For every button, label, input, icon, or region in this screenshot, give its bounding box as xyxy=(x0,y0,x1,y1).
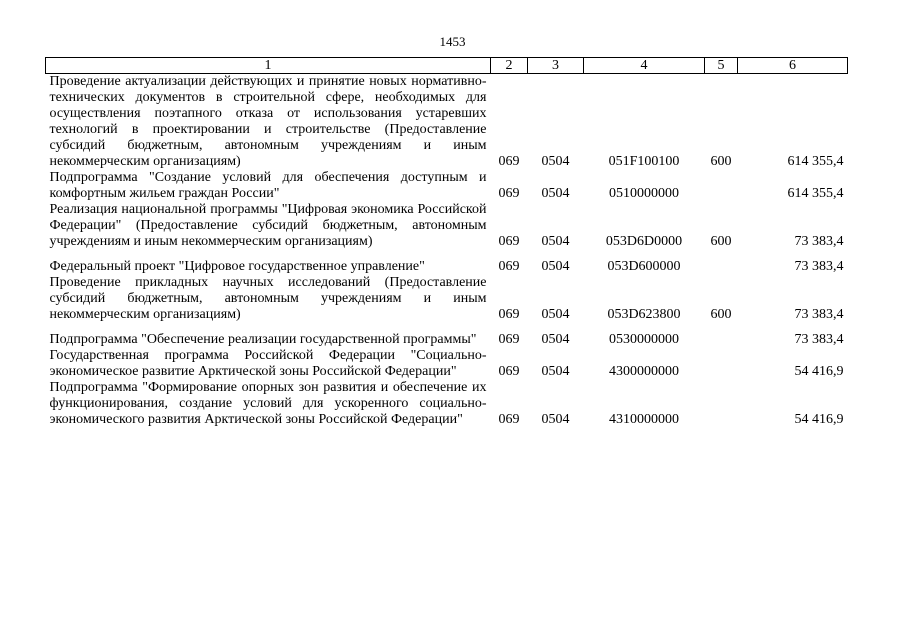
column-header-3: 3 xyxy=(528,58,584,74)
table-row xyxy=(46,74,848,171)
amount-value: 54 416,9 xyxy=(794,412,844,427)
header-row xyxy=(46,58,848,74)
table-row xyxy=(46,275,848,323)
amount-value: 73 383,4 xyxy=(794,234,844,249)
row-name: Подпрограмма "Обеспечение реализации государственной программы" xyxy=(49,332,477,347)
target-code: 053D6D0000 xyxy=(605,234,683,249)
ministry-code: 069 xyxy=(498,259,520,274)
row-name: Подпрограмма "Создание условий для обеспечения доступным и комфортным жильем граждан России" xyxy=(49,170,487,201)
section-code: 0504 xyxy=(541,186,570,201)
row-name: Проведение актуализации действующих и принятие новых нормативно-технических документов в строительной сфере, необходимых для осуществления поэтапного отказа от использования устаревших технологий в проектировании и строительстве (Предоставление субсидий бюджетным, автономным учреждениям и иным некоммерческим организациям) xyxy=(49,74,487,169)
expense-type-code xyxy=(705,323,738,348)
amount-value: 73 383,4 xyxy=(794,307,844,322)
ministry-code: 069 xyxy=(498,154,520,169)
section-code: 0504 xyxy=(541,412,570,427)
expense-type-code xyxy=(705,250,738,275)
section-code: 0504 xyxy=(541,332,570,347)
column-header-4: 4 xyxy=(584,58,705,74)
column-header-1: 1 xyxy=(46,58,491,74)
section-code: 0504 xyxy=(541,154,570,169)
target-code: 0530000000 xyxy=(609,332,679,347)
expense-type-code: 600 xyxy=(710,154,732,169)
budget-table xyxy=(45,57,848,428)
table-row xyxy=(46,323,848,348)
section-code: 0504 xyxy=(541,234,570,249)
column-header-2: 2 xyxy=(491,58,528,74)
row-name: Государственная программа Российской Федерации "Социально-экономическое развитие Арктической зоны Российской Федерации" xyxy=(49,348,487,379)
amount-value: 614 355,4 xyxy=(787,154,844,169)
row-name: Реализация национальной программы "Цифровая экономика Российской Федерации" (Предоставление субсидий бюджетным, автономным учреждениям и иным некоммерческим организациям) xyxy=(49,202,487,249)
amount-value: 73 383,4 xyxy=(794,259,844,274)
section-code: 0504 xyxy=(541,364,570,379)
ministry-code: 069 xyxy=(498,186,520,201)
row-name: Проведение прикладных научных исследований (Предоставление субсидий бюджетным, автономным учреждениям и иным некоммерческим организациям) xyxy=(49,275,487,322)
expense-type-code: 600 xyxy=(710,234,732,249)
amount-value: 614 355,4 xyxy=(787,186,844,201)
target-code: 053D623800 xyxy=(607,307,681,322)
target-code: 4310000000 xyxy=(609,412,679,427)
ministry-code: 069 xyxy=(498,307,520,322)
expense-type-code xyxy=(705,348,738,380)
table-row xyxy=(46,202,848,250)
amount-value: 54 416,9 xyxy=(794,364,844,379)
ministry-code: 069 xyxy=(498,234,520,249)
expense-type-code: 600 xyxy=(710,307,732,322)
table-row xyxy=(46,170,848,202)
row-name: Подпрограмма "Формирование опорных зон развития и обеспечение их функционирования, создание условий для ускоренного социально-экономического развития Арктической зоны Российской Федерации" xyxy=(49,380,487,427)
column-header-6: 6 xyxy=(738,58,848,74)
target-code: 051F100100 xyxy=(608,154,680,169)
target-code: 0510000000 xyxy=(609,186,679,201)
ministry-code: 069 xyxy=(498,332,520,347)
ministry-code: 069 xyxy=(498,364,520,379)
ministry-code: 069 xyxy=(498,412,520,427)
table-row xyxy=(46,348,848,380)
section-code: 0504 xyxy=(541,259,570,274)
target-code: 053D600000 xyxy=(607,259,681,274)
table-row xyxy=(46,380,848,428)
row-name: Федеральный проект "Цифровое государственное управление" xyxy=(49,259,425,274)
expense-type-code xyxy=(705,170,738,202)
table-row xyxy=(46,250,848,275)
amount-value: 73 383,4 xyxy=(794,332,844,347)
section-code: 0504 xyxy=(541,307,570,322)
target-code: 4300000000 xyxy=(609,364,679,379)
expense-type-code xyxy=(705,380,738,428)
column-header-5: 5 xyxy=(705,58,738,74)
page-number: 1453 xyxy=(439,34,466,49)
